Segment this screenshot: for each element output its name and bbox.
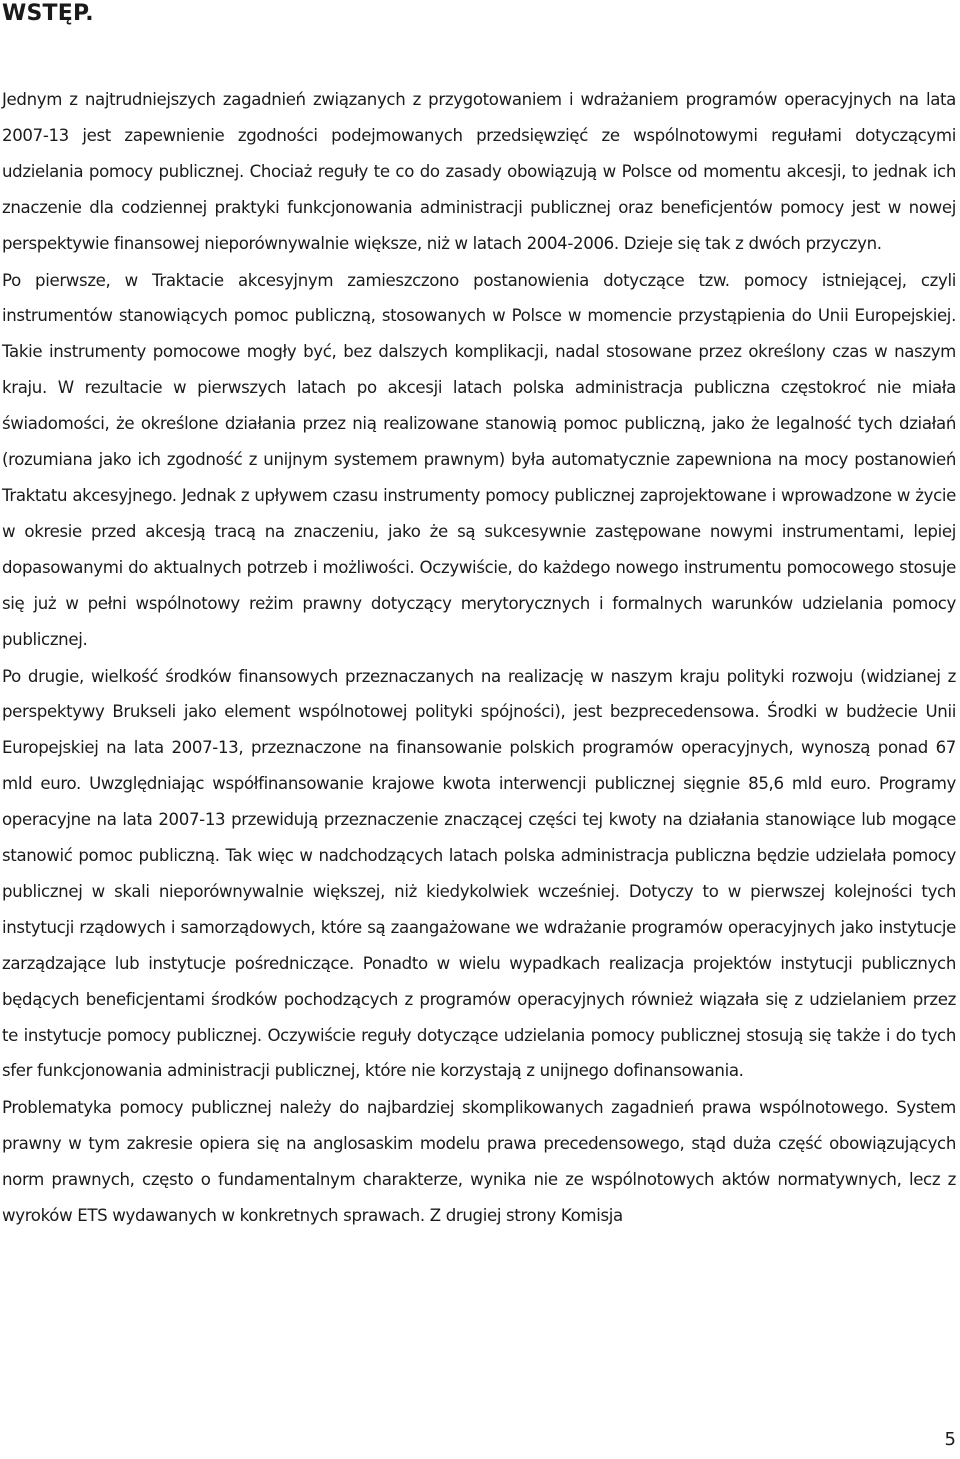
page-number: 5: [944, 1429, 956, 1450]
paragraph-problematics: Problematyka pomocy publicznej należy do najbardziej skomplikowanych zagadnień prawa wspólnotowego. System prawny w tym zakresie opiera się na anglosaskim modelu prawa precedensowego, stąd duża część obowiązujących norm prawnych, często o fundamentalnym charakterze, wynika nie ze wspólnotowych aktów normatywnych, lecz z wyroków ETS wydawanych w konkretnych sprawach. Z drugiej strony Komisja: [2, 1098, 956, 1226]
body-text: [2, 82, 956, 1234]
paragraph-second-reason: Po drugie, wielkość środków finansowych przeznaczanych na realizację w naszym kraju polityki rozwoju (widzianej z perspektywy Brukseli jako element wspólnotowej polityki spójności), jest bezprecedensowa. Środki w budżecie Unii Europejskiej na lata 2007-13, przeznaczone na finansowanie polskich programów operacyjnych, wynoszą ponad 67 mld euro. Uwzględniając współfinansowanie krajowe kwota interwencji publicznej sięgnie 85,6 mld euro. Programy operacyjne na lata 2007-13 przewidują przeznaczenie znaczącej części tej kwoty na działania stanowiące lub mogące stanowić pomoc publiczną. Tak więc w nadchodzących latach polska administracja publiczna będzie udzielała pomocy publicznej w skali nieporównywalnie większej, niż kiedykolwiek wcześniej. Dotyczy to w pierwszej kolejności tych instytucji rządowych i samorządowych, które są zaangażowane we wdrażanie programów operacyjnych jako instytucje zarządzające lub instytucje pośredniczące. Ponadto w wielu wypadkach realizacja projektów instytucji publicznych będących beneficjentami środków pochodzących z programów operacyjnych również wiązała się z udzielaniem przez te instytucje pomocy publicznej. Oczywiście reguły dotyczące udzielania pomocy publicznej stosują się także i do tych sfer funkcjonowania administracji publicznej, które nie korzystają z unijnego dofinansowania.: [2, 666, 956, 1081]
paragraph-first-reason: Po pierwsze, w Traktacie akcesyjnym zamieszczono postanowienia dotyczące tzw. pomocy istniejącej, czyli instrumentów stanowiących pomoc publiczną, stosowanych w Polsce w momencie przystąpienia do Unii Europejskiej. Takie instrumenty pomocowe mogły być, bez dalszych komplikacji, nadal stosowane przez określony czas w naszym kraju. W rezultacie w pierwszych latach po akcesji latach polska administracja publiczna częstokroć nie miała świadomości, że określone działania przez nią realizowane stanowią pomoc publiczną, jako że legalność tych działań (rozumiana jako ich zgodność z unijnym systemem prawnym) była automatycznie zapewniona na mocy postanowień Traktatu akcesyjnego. Jednak z upływem czasu instrumenty pomocy publicznej zaprojektowane i wprowadzone w życie w okresie przed akcesją tracą na znaczeniu, jako że są sukcesywnie zastępowane nowymi instrumentami, lepiej dopasowanymi do aktualnych potrzeb i możliwości. Oczywiście, do każdego nowego instrumentu pomocowego stosuje się już w pełni wspólnotowy reżim prawny dotyczący merytorycznych i formalnych warunków udzielania pomocy publicznej.: [2, 270, 956, 649]
paragraph-intro: Jednym z najtrudniejszych zagadnień związanych z przygotowaniem i wdrażaniem programów operacyjnych na lata 2007-13 jest zapewnienie zgodności podejmowanych przedsięwzięć ze wspólnotowymi regułami dotyczącymi udzielania pomocy publicznej. Chociaż reguły te co do zasady obowiązują w Polsce od momentu akcesji, to jednak ich znaczenie dla codziennej praktyki funkcjonowania administracji publicznej oraz beneficjentów pomocy jest w nowej perspektywie finansowej nieporównywalnie większe, niż w latach 2004-2006. Dzieje się tak z dwóch przyczyn.: [2, 90, 956, 253]
section-title: WSTĘP.: [2, 1, 94, 26]
